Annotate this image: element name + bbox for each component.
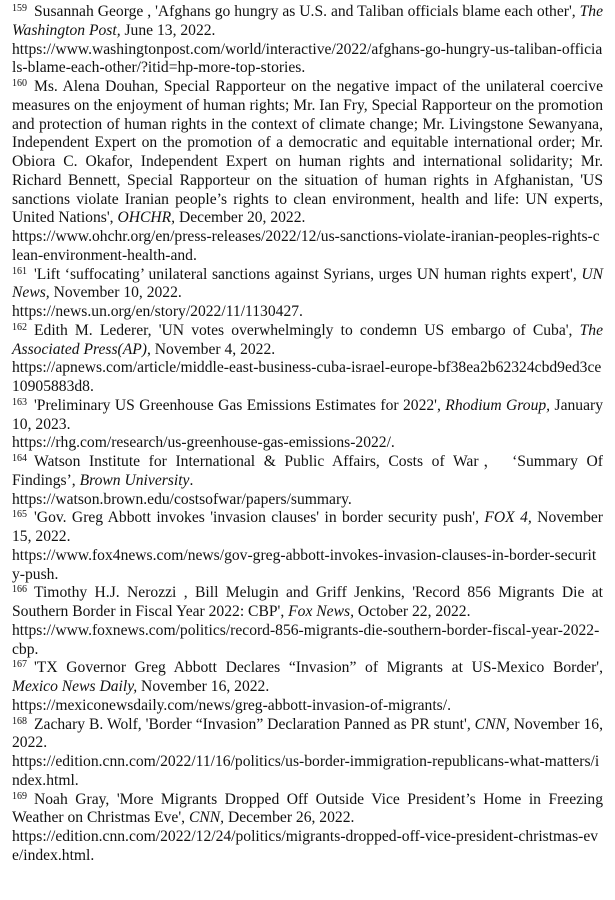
footnote-number: 169	[12, 790, 27, 802]
footnote-url: https://www.washingtonpost.com/world/interactive/2022/afghans-go-hungry-us-taliban-officials-blame-each-other/?itid=hp-more-top-stories.	[12, 40, 603, 77]
footnote-citation-text	[12, 659, 603, 695]
footnote-url: https://www.fox4news.com/news/gov-greg-abbott-invokes-invasion-clauses-in-border-security-push.	[12, 546, 597, 583]
footnote-url: https://www.foxnews.com/politics/record-856-migrants-die-southern-border-fiscal-year-2022-cbp.	[12, 621, 600, 658]
footnote-citation	[12, 78, 603, 228]
footnote-number: 163	[12, 396, 27, 408]
footnote-citation	[12, 453, 603, 491]
publication-name: Mexico News Daily,	[12, 678, 138, 695]
publication-name: UN News,	[12, 265, 603, 302]
citation-text-run: Susannah George , 'Afghans go hungry as U.S. and Taliban officials blame each other',	[34, 3, 580, 20]
footnote-number: 166	[12, 584, 27, 596]
footnote-url: https://www.ohchr.org/en/press-releases/2022/12/us-sanctions-violate-iranian-peoples-rights-clean-environment-health-and.	[12, 228, 600, 264]
footnote-citation-text	[12, 397, 603, 433]
footnote-entry	[12, 397, 603, 453]
publication-name: Brown University	[79, 471, 190, 489]
footnote-number: 167	[12, 659, 27, 671]
footnote-entry	[12, 78, 603, 266]
footnote-entry	[12, 3, 603, 78]
footnote-citation-text	[12, 322, 603, 358]
footnote-number: 159	[12, 3, 27, 14]
citation-text-run: Noah Gray, 'More Migrants Dropped Off Outside Vice President’s Home in Freezing Weather on Christmas Eve',	[12, 790, 603, 827]
citation-text-run: November 15, 2022.	[12, 509, 603, 545]
footnote-url: https://edition.cnn.com/2022/12/24/politics/migrants-dropped-off-vice-president-christmas-eve/index.html.	[12, 828, 599, 864]
footnote-citation	[12, 266, 603, 304]
publication-name: Rhodium Group,	[445, 396, 551, 414]
footnote-citation	[12, 716, 603, 754]
footnote-citation-text	[12, 509, 603, 545]
publication-name: CNN,	[188, 809, 225, 827]
citation-text-run: December 20, 2022.	[175, 209, 306, 227]
footnote-citation	[12, 584, 603, 622]
citation-text-run: 'TX Governor Greg Abbott Declares “Invasion” of Migrants at US-Mexico Border',	[34, 659, 603, 677]
footnote-citation	[12, 322, 603, 360]
footnote-number: 165	[12, 509, 27, 521]
footnote-url: https://watson.brown.edu/costsofwar/papers/summary.	[12, 490, 352, 508]
footnote-citation-text	[12, 453, 603, 489]
citation-text-run: January 10, 2023.	[12, 396, 603, 433]
footnote-url: https://apnews.com/article/middle-east-business-cuba-israel-europe-bf38ea2b62324cbd9ed3ce10905883d8.	[12, 359, 602, 395]
citation-text-run: Edith M. Lederer, 'UN votes overwhelmingly to condemn US embargo of Cuba',	[34, 321, 580, 339]
footnote-citation-text	[12, 716, 603, 752]
citation-text-run: October 22, 2022.	[353, 603, 471, 620]
footnote-number: 162	[12, 321, 27, 333]
footnote-number: 168	[12, 715, 27, 727]
publication-name: The Washington Post,	[12, 3, 603, 39]
footnote-url: https://edition.cnn.com/2022/11/16/politics/us-border-immigration-republicans-what-matters/index.html.	[12, 753, 600, 789]
publication-name: Fox News,	[288, 603, 354, 620]
footnote-citation	[12, 509, 603, 547]
footnote-entry	[12, 716, 603, 791]
footnote-number: 160	[12, 78, 27, 89]
footnote-citation-text	[12, 3, 603, 39]
citation-text-run: Timothy H.J. Nerozzi , Bill Melugin and Griff Jenkins, 'Record 856 Migrants Die at Southern Border in Fiscal Year 2022: CBP',	[12, 584, 603, 620]
footnote-entry	[12, 453, 603, 509]
publication-name: The Associated Press(AP)	[12, 321, 603, 358]
footnote-entry	[12, 509, 603, 584]
footnote-citation	[12, 397, 603, 435]
footnote-entry	[12, 266, 603, 322]
citation-text-run: Watson Institute for International & Public Affairs, Costs of War， ‘Summary Of Findings’,	[12, 453, 603, 489]
citation-text-run: November 16, 2022.	[12, 715, 603, 752]
footnote-citation-text	[12, 266, 603, 302]
citation-text-run: 'Lift ‘suffocating’ unilateral sanctions against Syrians, urges UN human rights expert',	[34, 265, 582, 283]
citation-text-run: November 16, 2022.	[137, 678, 270, 695]
footnote-citation-text	[12, 791, 603, 827]
citation-text-run: Zachary B. Wolf, 'Border “Invasion” Declaration Panned as PR stunt',	[34, 715, 475, 733]
footnote-citation-text	[12, 78, 603, 226]
publication-name: OHCHR,	[117, 209, 176, 227]
footnote-citation	[12, 791, 603, 829]
footnote-entry	[12, 584, 603, 659]
footnote-entry	[12, 791, 603, 866]
footnote-number: 164	[12, 453, 27, 464]
publication-name: FOX 4,	[484, 509, 532, 527]
citation-text-run: December 26, 2022.	[224, 809, 355, 827]
citation-text-run: .	[189, 471, 194, 489]
citation-text-run: 'Gov. Greg Abbott invokes 'invasion clauses' in border security push',	[34, 509, 485, 527]
footnote-url: https://news.un.org/en/story/2022/11/1130427.	[12, 303, 303, 320]
citation-text-run: November 10, 2022.	[49, 284, 182, 302]
footnote-citation-text	[12, 584, 603, 620]
footnote-citation	[12, 3, 603, 41]
footnote-citation	[12, 659, 603, 697]
footnote-url: https://rhg.com/research/us-greenhouse-gas-emissions-2022/.	[12, 434, 395, 452]
footnote-entry	[12, 659, 603, 715]
citation-text-run: Ms. Alena Douhan, Special Rapporteur on the negative impact of the unilateral coercive measures on the enjoyment of human rights; Mr. Ian Fry, Special Rapporteur on the promotion and protection of human rights in the context of climate change; Mr. Livingstone Sewanyana, Independent Expert on the promotion of a democratic and equitable international order; Mr. Obiora C. Okafor, Independent Expert on human rights and international solidarity; Mr. Richard Bennett, Special Rapporteur on the situation of human rights in Afghanistan, 'US sanctions violate Iranian people’s rights to clean environment, health and life: UN experts, United Nations',	[12, 78, 603, 227]
footnote-entry	[12, 322, 603, 397]
footnote-url: https://mexiconewsdaily.com/news/greg-abbott-invasion-of-migrants/.	[12, 696, 451, 714]
citation-text-run: June 13, 2022.	[120, 21, 216, 39]
footnote-list	[12, 3, 603, 866]
publication-name: CNN,	[474, 715, 510, 733]
footnote-number: 161	[12, 265, 27, 277]
citation-text-run: 'Preliminary US Greenhouse Gas Emissions Estimates for 2022',	[34, 396, 446, 414]
citation-text-run: , November 4, 2022.	[146, 340, 276, 358]
